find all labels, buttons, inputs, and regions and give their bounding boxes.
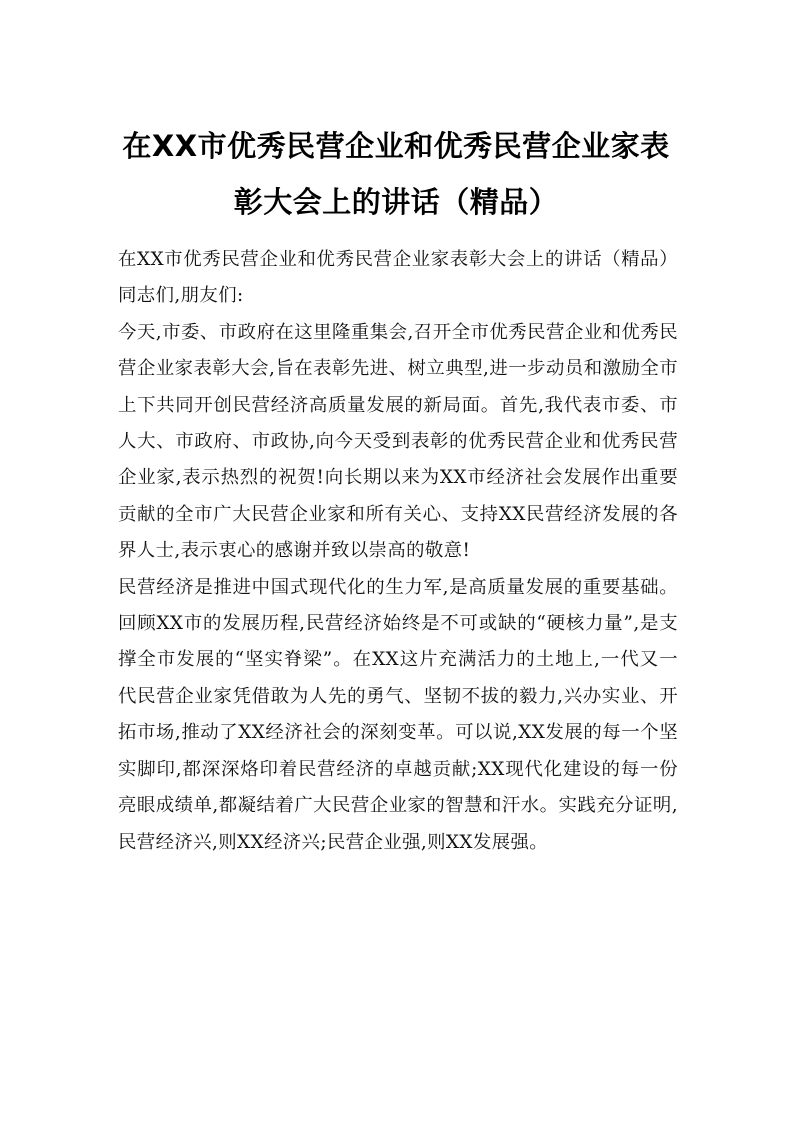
paragraph-3: 民营经济是推进中国式现代化的生力军,是高质量发展的重要基础。回顾XX市的发展历程,民营经济始终是不可或缺的“硬核力量”,是支撑全市发展的“坚实脊梁”。在XX这片充满活力的土地上,一代又一代民营企业家凭借敢为人先的勇气、坚韧不拔的毅力,兴办实业、开拓市场,推动了XX经济社会的深刻变革。可以说,XX发展的每一个坚实脚印,都深深烙印着民营经济的卓越贡献;XX现代化建设的每一份亮眼成绩单,都凝结着广大民营企业家的智慧和汗水。实践充分证明,民营经济兴,则XX经济兴;民营企业强,则XX发展强。 <box>118 576 678 853</box>
document-body <box>118 242 678 861</box>
paragraph-2: 今天,市委、市政府在这里隆重集会,召开全市优秀民营企业和优秀民营企业家表彰大会,旨在表彰先进、树立典型,进一步动员和激励全市上下共同开创民营经济高质量发展的新局面。首先,我代表市委、市人大、市政府、市政协,向今天受到表彰的优秀民营企业和优秀民营企业家,表示热烈的祝贺!向长期以来为XX市经济社会发展作出重要贡献的全市广大民营企业家和所有关心、支持XX民营经济发展的各界人士,表示衷心的感谢并致以崇高的敬意! <box>118 321 678 562</box>
paragraph-1: 在XX市优秀民营企业和优秀民营企业家表彰大会上的讲话（精品）同志们,朋友们: <box>118 249 678 307</box>
title-line-2: 彰大会上的讲话（精品） <box>233 185 559 219</box>
document-title <box>96 118 696 230</box>
title-line-1: 在XX市优秀民营企业和优秀民营企业家表 <box>122 129 670 163</box>
